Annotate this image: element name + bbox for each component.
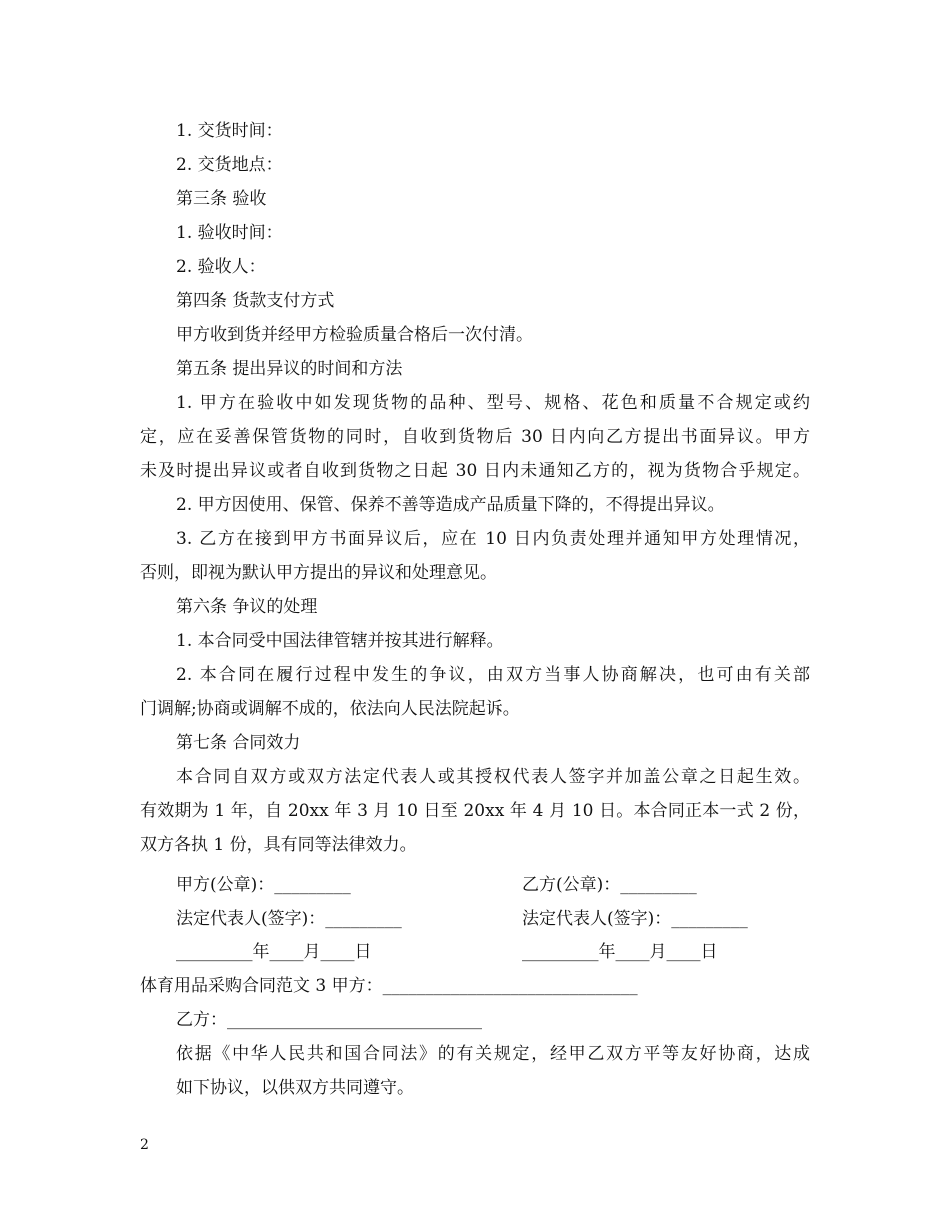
delivery-time-line: 1. 交货时间： [176, 121, 283, 141]
next-contract-intro-line-2: 如下协议，以供双方共同遵守。 [176, 1078, 414, 1098]
objection-clause-2-line: 2. 甲方因使用、保管、保养不善等造成产品质量下降的，不得提出异议。 [176, 495, 725, 515]
objection-clause-3-line-1: 3. 乙方在接到甲方书面异议后，应在 10 日内负责处理并通知甲方处理情况， [176, 529, 810, 549]
objection-clause-1-line-2: 定，应在妥善保管货物的同时，自收到货物后 30 日内向乙方提出书面异议。甲方 [140, 427, 810, 447]
party-b-representative-field: 法定代表人(签字)：_________ [522, 909, 748, 929]
party-a-date-field: _________年____月____日 [176, 942, 372, 962]
article-seven-heading: 第七条 合同效力 [176, 733, 301, 753]
objection-clause-1-line-1: 1. 甲方在验收中如发现货物的品种、型号、规格、花色和质量不合规定或约 [176, 393, 810, 413]
article-three-heading: 第三条 验收 [176, 189, 267, 209]
article-six-heading: 第六条 争议的处理 [176, 597, 318, 617]
inspection-time-line: 1. 验收时间： [176, 223, 283, 243]
validity-clause-line-3: 双方各执 1 份，具有同等法律效力。 [140, 835, 417, 855]
validity-clause-line-1: 本合同自双方或双方法定代表人或其授权代表人签字并加盖公章之日起生效。 [176, 767, 810, 787]
next-contract-title-line: 体育用品采购合同范文 3 甲方：______________________________ [140, 976, 638, 996]
party-a-representative-field: 法定代表人(签字)：_________ [176, 909, 402, 929]
party-b-seal-field: 乙方(公章)：_________ [522, 875, 697, 895]
article-four-heading: 第四条 货款支付方式 [176, 291, 335, 311]
dispute-clause-1-line: 1. 本合同受中国法律管辖并按其进行解释。 [176, 631, 504, 651]
party-a-seal-field: 甲方(公章)：_________ [176, 875, 351, 895]
article-five-heading: 第五条 提出异议的时间和方法 [176, 359, 403, 379]
payment-terms-line: 甲方收到货并经甲方检验质量合格后一次付清。 [176, 325, 533, 345]
next-contract-party-b-line: 乙方：______________________________ [176, 1010, 482, 1030]
objection-clause-1-line-3: 未及时提出异议或者自收到货物之日起 30 日内未通知乙方的，视为货物合乎规定。 [140, 461, 810, 481]
validity-clause-line-2: 有效期为 1 年，自 20xx 年 3 月 10 日至 20xx 年 4 月 10 日。本合同正本一式 2 份， [140, 801, 810, 821]
party-b-date-field: _________年____月____日 [522, 942, 718, 962]
dispute-clause-2-line-2: 门调解;协商或调解不成的，依法向人民法院起诉。 [140, 699, 520, 719]
objection-clause-3-line-2: 否则，即视为默认甲方提出的异议和处理意见。 [140, 563, 497, 583]
next-contract-intro-line-1: 依据《中华人民共和国合同法》的有关规定，经甲乙双方平等友好协商，达成 [176, 1044, 810, 1064]
page-number: 2 [140, 1137, 149, 1153]
delivery-place-line: 2. 交货地点： [176, 155, 283, 175]
inspector-line: 2. 验收人： [176, 257, 266, 277]
dispute-clause-2-line-1: 2. 本合同在履行过程中发生的争议，由双方当事人协商解决，也可由有关部 [176, 665, 810, 685]
